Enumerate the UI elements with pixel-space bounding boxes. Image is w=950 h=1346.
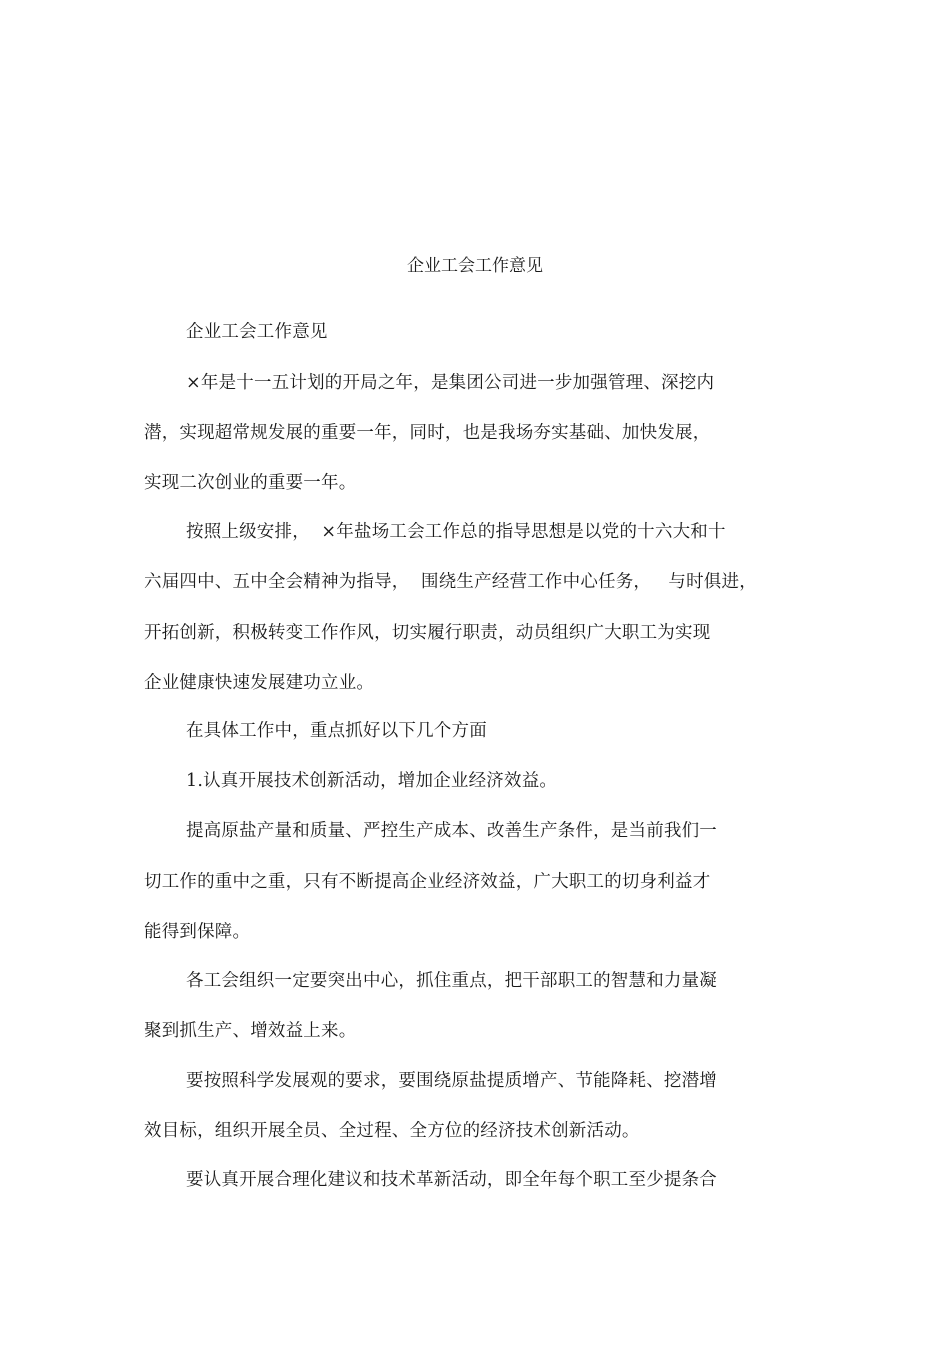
paragraph-line: 六届四中、五中全会精神为指导， 围绕生产经营工作中心任务， 与时俱进， bbox=[144, 572, 757, 592]
paragraph-line: ×年是十一五计划的开局之年，是集团公司进一步加强管理、深挖内 bbox=[186, 373, 715, 393]
document-title: 企业工会工作意见 bbox=[407, 256, 543, 276]
paragraph-line: 按照上级安排， ×年盐场工会工作总的指导思想是以党的十六大和十 bbox=[186, 522, 726, 542]
paragraph-line: 提高原盐产量和质量、严控生产成本、改善生产条件，是当前我们一 bbox=[186, 821, 717, 841]
paragraph-line: 各工会组织一定要突出中心，抓住重点，把干部职工的智慧和力量凝 bbox=[186, 971, 717, 991]
paragraph-line: 潜，实现超常规发展的重要一年，同时，也是我场夯实基础、加快发展， bbox=[144, 423, 711, 443]
paragraph-line: 企业健康快速发展建功立业。 bbox=[144, 673, 375, 693]
paragraph-line: 要按照科学发展观的要求，要围绕原盐提质增产、节能降耗、挖潜增 bbox=[186, 1071, 717, 1091]
list-item-heading: 1.认真开展技术创新活动，增加企业经济效益。 bbox=[186, 771, 558, 791]
paragraph-line: 开拓创新，积极转变工作作风，切实履行职责，动员组织广大职工为实现 bbox=[144, 623, 711, 643]
paragraph-line: 聚到抓生产、增效益上来。 bbox=[144, 1021, 357, 1041]
paragraph-line: 切工作的重中之重，只有不断提高企业经济效益，广大职工的切身利益才 bbox=[144, 872, 711, 892]
paragraph-line: 实现二次创业的重要一年。 bbox=[144, 473, 357, 493]
paragraph-line: 在具体工作中，重点抓好以下几个方面 bbox=[186, 721, 487, 741]
paragraph-line: 要认真开展合理化建议和技术革新活动，即全年每个职工至少提条合 bbox=[186, 1170, 717, 1190]
paragraph-line: 能得到保障。 bbox=[144, 922, 251, 942]
paragraph-line: 效目标，组织开展全员、全过程、全方位的经济技术创新活动。 bbox=[144, 1121, 640, 1141]
section-heading: 企业工会工作意见 bbox=[186, 322, 328, 342]
